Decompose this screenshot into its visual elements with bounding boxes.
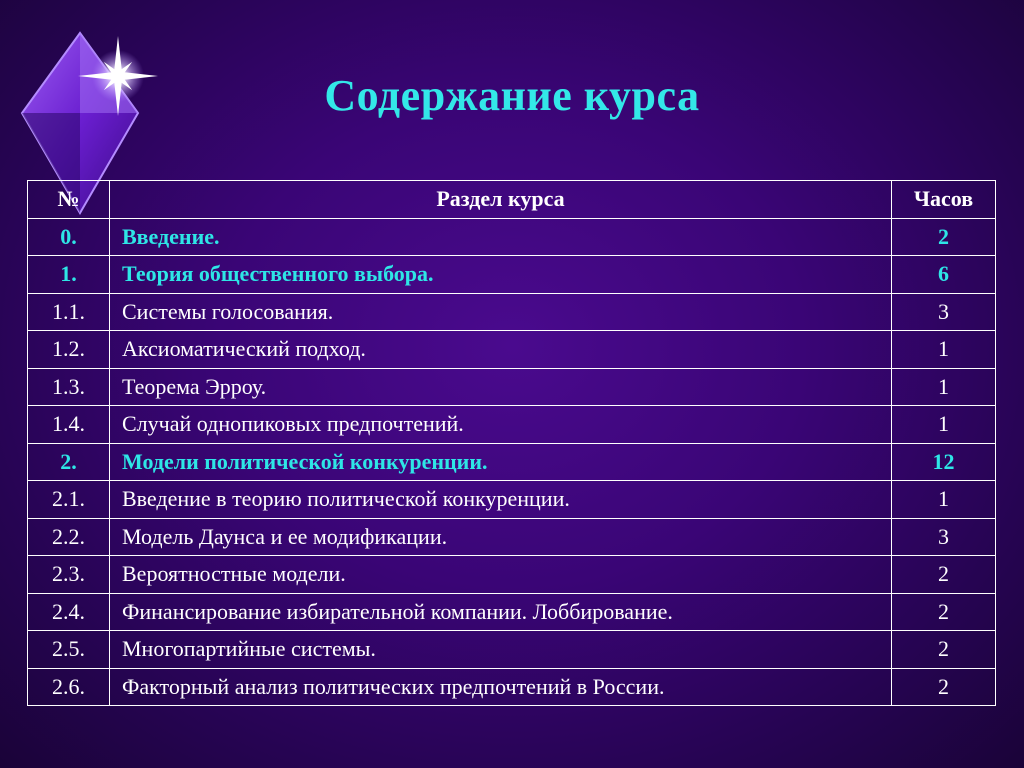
- table-row: [28, 218, 996, 256]
- row-hours-cell: 1: [892, 481, 996, 519]
- row-number-cell: 1.2.: [28, 331, 110, 369]
- row-number-cell: 1.: [28, 256, 110, 294]
- table-row: [28, 556, 996, 594]
- course-table: [27, 180, 996, 706]
- row-hours-cell: 12: [892, 443, 996, 481]
- table-row: [28, 518, 996, 556]
- table-row: [28, 256, 996, 294]
- row-section-cell: Теория общественного выбора.: [110, 256, 892, 294]
- row-number-cell: 2.6.: [28, 668, 110, 706]
- row-hours-cell: 2: [892, 218, 996, 256]
- row-number-cell: 2.4.: [28, 593, 110, 631]
- table-row: [28, 481, 996, 519]
- table-row: [28, 406, 996, 444]
- row-hours-cell: 6: [892, 256, 996, 294]
- table-row: [28, 443, 996, 481]
- row-number-cell: 1.3.: [28, 368, 110, 406]
- row-hours-cell: 2: [892, 593, 996, 631]
- table-row: [28, 631, 996, 669]
- row-section-cell: Модель Даунса и ее модификации.: [110, 518, 892, 556]
- row-hours-cell: 2: [892, 556, 996, 594]
- table-row: [28, 668, 996, 706]
- table-header-row: [28, 181, 996, 219]
- row-section-cell: Аксиоматический подход.: [110, 331, 892, 369]
- row-section-cell: Модели политической конкуренции.: [110, 443, 892, 481]
- column-header-section: Раздел курса: [110, 181, 892, 219]
- table-row: [28, 368, 996, 406]
- row-number-cell: 1.1.: [28, 293, 110, 331]
- row-number-cell: 2.2.: [28, 518, 110, 556]
- column-header-hours: Часов: [892, 181, 996, 219]
- table-row: [28, 331, 996, 369]
- table-row: [28, 293, 996, 331]
- row-number-cell: 0.: [28, 218, 110, 256]
- row-section-cell: Многопартийные системы.: [110, 631, 892, 669]
- row-hours-cell: 1: [892, 331, 996, 369]
- page-title: Содержание курса: [324, 71, 700, 120]
- row-section-cell: Введение.: [110, 218, 892, 256]
- row-number-cell: 2.5.: [28, 631, 110, 669]
- row-hours-cell: 2: [892, 631, 996, 669]
- table-row: [28, 593, 996, 631]
- row-number-cell: 2.: [28, 443, 110, 481]
- row-section-cell: Вероятностные модели.: [110, 556, 892, 594]
- row-hours-cell: 3: [892, 518, 996, 556]
- column-header-number: №: [28, 181, 110, 219]
- row-section-cell: Теорема Эрроу.: [110, 368, 892, 406]
- row-number-cell: 2.3.: [28, 556, 110, 594]
- row-hours-cell: 2: [892, 668, 996, 706]
- row-hours-cell: 1: [892, 406, 996, 444]
- row-hours-cell: 3: [892, 293, 996, 331]
- row-number-cell: 2.1.: [28, 481, 110, 519]
- table-body: [28, 218, 996, 706]
- row-section-cell: Финансирование избирательной компании. Лоббирование.: [110, 593, 892, 631]
- row-section-cell: Системы голосования.: [110, 293, 892, 331]
- row-section-cell: Введение в теорию политической конкуренции.: [110, 481, 892, 519]
- row-number-cell: 1.4.: [28, 406, 110, 444]
- row-section-cell: Случай однопиковых предпочтений.: [110, 406, 892, 444]
- row-section-cell: Факторный анализ политических предпочтений в России.: [110, 668, 892, 706]
- row-hours-cell: 1: [892, 368, 996, 406]
